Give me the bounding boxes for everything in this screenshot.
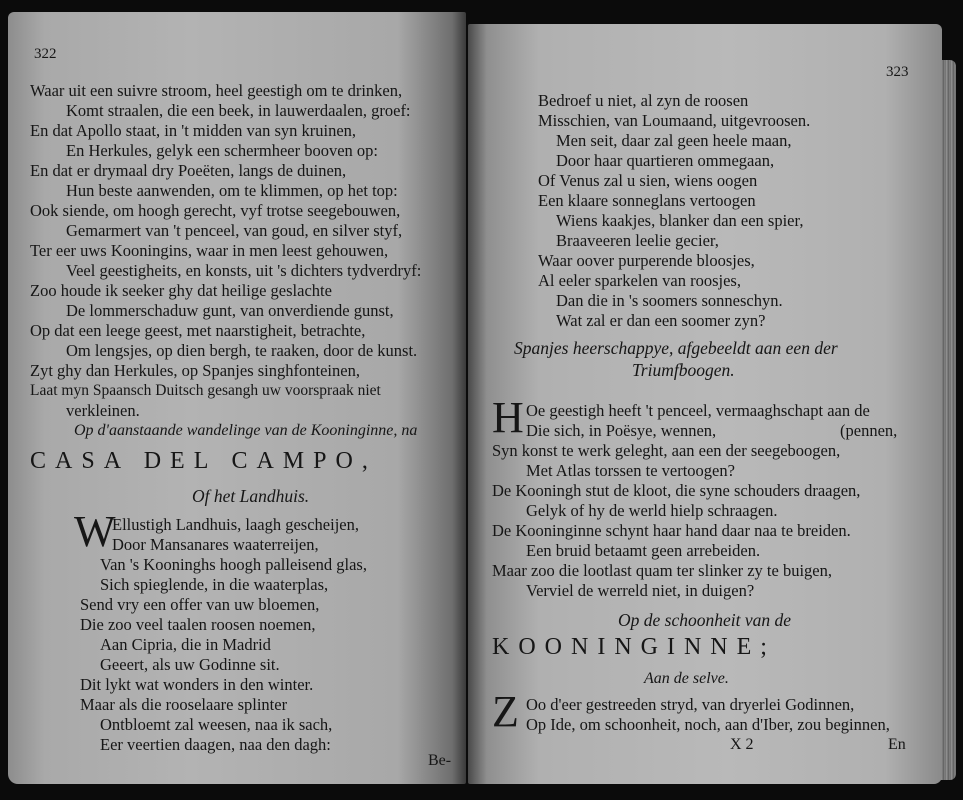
verse-line: Waar uit een suivre stroom, heel geestigh om te drinken, [30, 81, 403, 100]
verse-line: Komt straalen, die een beek, in lauwerdaalen, groef: [66, 101, 411, 120]
verse-line: Of Venus zal u sien, wiens oogen [538, 171, 758, 190]
verse-line: Ook siende, om hoogh gerecht, vyf trotse seegebouwen, [30, 201, 401, 220]
catchword: Be- [428, 752, 452, 769]
verse-line: Ellustigh Landhuis, laagh gescheijen, [112, 515, 359, 534]
verse-line: Door haar quartieren ommegaan, [556, 151, 775, 170]
verse-line: En Herkules, gelyk een schermheer booven op: [66, 141, 379, 160]
verse-line: Veel geestigheits, en konsts, uit 's dichters tydverdryf: [66, 261, 422, 280]
verse-line: Zoo houde ik seeker ghy dat heilige geslachte [30, 281, 332, 300]
drop-cap: Z [492, 687, 519, 736]
left-page [8, 12, 466, 784]
page-number: 322 [34, 46, 57, 62]
verse-line: Om lengsjes, op dien bergh, te raaken, door de kunst. [66, 341, 418, 360]
verse-line: Met Atlas torssen te vertoogen? [526, 461, 735, 480]
page-number: 323 [886, 64, 909, 80]
verse-line: Van 's Kooninghs hoogh palleisend glas, [100, 555, 367, 574]
page-edges [940, 60, 956, 780]
verse-line: Braaveeren leelie gecier, [556, 231, 719, 250]
verse-line: Ter eer uws Kooningins, waar in men leest gehouwen, [30, 241, 389, 260]
section-heading: Spanjes heerschappye, afgebeeldt aan een der [514, 338, 838, 358]
verse-line: Maar zoo die lootlast quam ter slinker zy te buigen, [492, 561, 832, 580]
signature-mark: X 2 [730, 736, 754, 753]
verse-line: Geeert, als uw Godinne sit. [100, 655, 280, 674]
verse-line: Ontbloemt zal weesen, naa ik sach, [100, 715, 333, 734]
section-subtitle: Aan de selve. [644, 670, 729, 687]
drop-cap: H [492, 393, 524, 442]
verse-line: Oe geestigh heeft 't penceel, vermaaghschapt aan de [526, 401, 870, 420]
verse-line: En dat er drymaal dry Poeëten, langs de duinen, [30, 161, 347, 180]
verse-line: De lommerschaduw gunt, van onverdiende gunst, [66, 301, 394, 320]
verse-line: Men seit, daar zal geen heele maan, [556, 131, 792, 150]
section-heading: Op d'aanstaande wandelinge van de Kooninginne, na [74, 422, 418, 439]
verse-line: Een klaare sonneglans vertoogen [538, 191, 756, 210]
verse-line: Gemarmert van 't penceel, van goud, en silver styf, [66, 221, 403, 240]
verse-line: Dit lykt wat wonders in den winter. [80, 675, 314, 694]
verse-line: Een bruid betaamt geen arrebeiden. [526, 541, 761, 560]
section-title: CASA DEL CAMPO, [30, 448, 377, 474]
verse-line: De Kooninginne schynt haar hand daar naa te breiden. [492, 521, 851, 540]
verse-line: Dan die in 's soomers sonneschyn. [556, 291, 783, 310]
verse-line: Wiens kaakjes, blanker dan een spier, [556, 211, 804, 230]
verse-line: Al eeler sparkelen van roosjes, [538, 271, 741, 290]
section-title: KOONINGINNE; [492, 634, 776, 660]
verse-line: Oo d'eer gestreeden stryd, van dryerlei Godinnen, [526, 695, 855, 714]
verse-line: Aan Cipria, die in Madrid [100, 635, 271, 654]
verse-line: Bedroef u niet, al zyn de roosen [538, 91, 749, 110]
verse-line: Syn konst te werk geleght, aan een der seegeboogen, [492, 441, 841, 460]
verse-line: Misschien, van Loumaand, uitgevroosen. [538, 111, 811, 130]
right-page [468, 24, 942, 784]
verse-line: Waar oover purperende bloosjes, [538, 251, 755, 270]
verse-line: Send vry een offer van uw bloemen, [80, 595, 320, 614]
verse-line: Verviel de werreld niet, in duigen? [526, 581, 755, 600]
section-subtitle: Of het Landhuis. [192, 486, 310, 506]
verse-line: Zyt ghy dan Herkules, op Spanjes singhfonteinen, [30, 361, 360, 380]
verse-line: verkleinen. [66, 401, 140, 420]
section-heading: Op de schoonheit van de [618, 610, 792, 630]
drop-cap: W [74, 507, 116, 556]
verse-line: En dat Apollo staat, in 't midden van syn kruinen, [30, 121, 357, 140]
catchword: En [888, 736, 906, 753]
verse-line: Die sich, in Poësye, wennen, [526, 421, 717, 440]
verse-line: Gelyk of hy de werld hielp schraagen. [526, 501, 778, 520]
verse-line: Wat zal er dan een soomer zyn? [556, 311, 766, 330]
verse-line: Op Ide, om schoonheit, noch, aan d'Iber, zou beginnen, [526, 715, 890, 734]
verse-line: Door Mansanares waaterreijen, [112, 535, 319, 554]
verse-line: De Kooningh stut de kloot, die syne schouders draagen, [492, 481, 861, 500]
verse-line: Die zoo veel taalen roosen noemen, [80, 615, 316, 634]
verse-line: Op dat een leege geest, met naarstigheit, betrachte, [30, 321, 366, 340]
section-heading: Triumfboogen. [632, 360, 735, 380]
verse-line: Maar als die rooselaare splinter [80, 695, 288, 714]
verse-line: (pennen, [840, 421, 898, 440]
verse-line: Hun beste aanwenden, om te klimmen, op het top: [66, 181, 398, 200]
verse-line: Eer veertien daagen, naa den dagh: [100, 735, 331, 754]
verse-line: Sich spieglende, in die waaterplas, [100, 575, 329, 594]
verse-line: Laat myn Spaansch Duitsch gesangh uw voorspraak niet [30, 382, 381, 399]
